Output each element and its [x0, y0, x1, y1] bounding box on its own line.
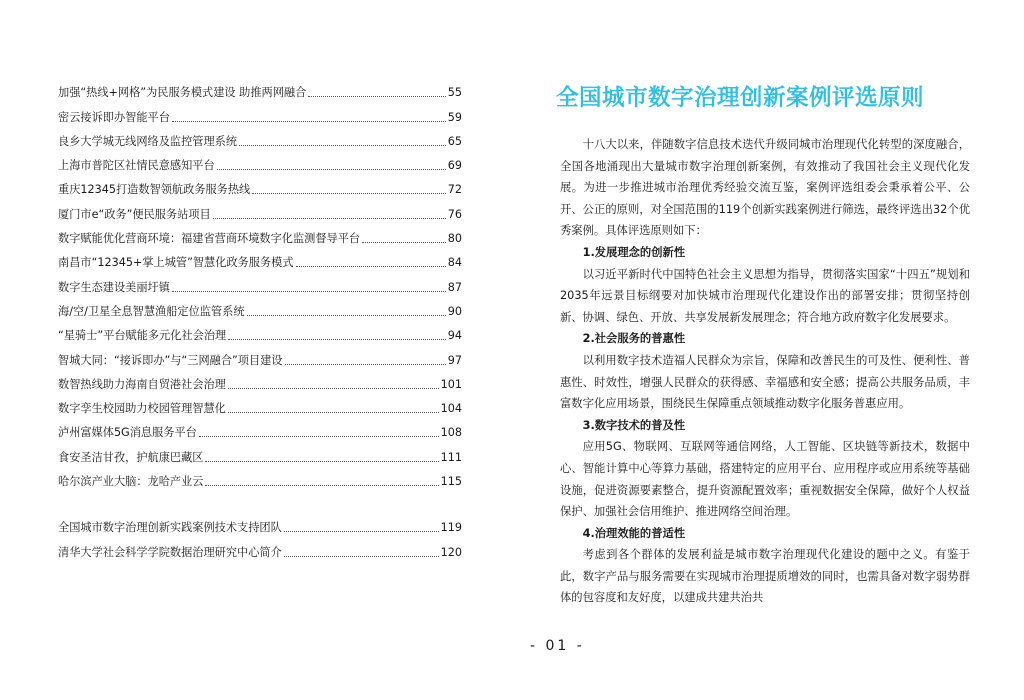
toc-entry-title: 数字生态建设美丽圩镇 [58, 280, 170, 294]
toc-entry-title: 海/空/卫星全息智慧渔船定位监管系统 [58, 304, 245, 318]
section-heading: 3.数字技术的普及性 [582, 418, 686, 432]
toc-entry-title: 泸州富媒体5G消息服务平台 [58, 426, 197, 440]
toc-entry-title: 数智热线助力海南自贸港社会治理 [58, 377, 226, 391]
toc-entry-title: 食安圣洁甘孜，护航康巴藏区 [58, 450, 204, 464]
toc-entry-page: 90 [447, 304, 462, 318]
toc-entry-page: 55 [447, 86, 462, 100]
toc-entry[interactable] [58, 416, 462, 440]
toc-leader-dots [172, 121, 446, 122]
toc-leader-dots [228, 388, 439, 389]
toc-leader-dots [252, 193, 446, 194]
toc-entry-page: 104 [440, 402, 462, 416]
toc-entry[interactable] [58, 319, 462, 343]
toc-leader-dots [213, 218, 446, 219]
toc-entry-title: 数字孪生校园助力校园管理智慧化 [58, 402, 226, 416]
toc-leader-dots [362, 242, 446, 243]
toc-entry-page: 119 [440, 521, 462, 535]
toc-entry-title: 良乡大学城无线网络及监控管理系统 [58, 134, 238, 148]
section-text: 考虑到各个群体的发展利益是城市数字治理现代化建设的题中之义。有鉴于此，数字产品与服务需要在实现城市治理提质增效的同时，也需具备对数字弱势群体的包容度和友好度，以建成共建共治共 [560, 548, 970, 605]
toc-entry-title: 数字赋能优化营商环境：福建省营商环境数字化监测督导平台 [58, 232, 361, 246]
section-text: 以习近平新时代中国特色社会主义思想为指导，贯彻落实国家“十四五”规划和2035年远景目标纲要对加快城市治理现代化建设作出的部署安排；贯彻坚持创新、协调、绿色、开放、共享发展新发展理念；符合地方政府数字化发展要求。 [560, 267, 970, 324]
toc-entry-title: 智城大同：“接诉即办”与“三网融合”项目建设 [58, 353, 283, 367]
toc-leader-dots [247, 315, 446, 316]
toc-entry-title: 重庆12345打造数智领航政务服务热线 [58, 183, 251, 197]
toc-entry[interactable] [58, 125, 462, 149]
section-heading: 4.治理效能的普适性 [582, 526, 686, 540]
toc-entry-page: 65 [447, 134, 462, 148]
toc-entry[interactable] [58, 440, 462, 464]
toc-leader-dots [217, 169, 446, 170]
toc-entry[interactable] [58, 76, 462, 100]
toc-entry-page: 111 [440, 450, 462, 464]
section-heading: 1.发展理念的创新性 [582, 245, 686, 259]
toc-entry[interactable] [58, 392, 462, 416]
toc-entry-page: 59 [447, 110, 462, 124]
toc-entry-page: 80 [447, 232, 462, 246]
toc-entry-page: 87 [447, 280, 462, 294]
toc-entry-page: 97 [447, 353, 462, 367]
toc-entry-page: 72 [447, 183, 462, 197]
toc-leader-dots [205, 461, 438, 462]
toc-entry-page: 84 [447, 256, 462, 270]
toc-group-cases [58, 76, 462, 489]
toc-entry-title: 清华大学社会科学学院数据治理研究中心简介 [58, 545, 282, 559]
toc-entry[interactable] [58, 270, 462, 294]
toc-leader-dots [296, 266, 446, 267]
toc-entry[interactable] [58, 149, 462, 173]
toc-entry-title: 哈尔滨产业大脑：龙哈产业云 [58, 475, 204, 489]
toc-entry-page: 69 [447, 159, 462, 173]
toc-entry-page: 108 [440, 426, 462, 440]
toc-leader-dots [239, 145, 446, 146]
toc-leader-dots [199, 436, 439, 437]
toc-leader-dots [205, 485, 438, 486]
toc-leader-dots [228, 339, 446, 340]
toc-entry-page: 94 [447, 329, 462, 343]
toc-entry-title: 南昌市“12345+掌上城管”智慧化政务服务模式 [58, 256, 294, 270]
section-text: 应用5G、物联网、互联网等通信网络，人工智能、区块链等新技术，数据中心、智能计算中心等算力基础，搭建特定的应用平台、应用程序或应用系统等基础设施，促进资源要素整合，提升资源配置效率；重视数据安全保障，做好个人权益保护、加强社会信用维护、推进网络空间治理。 [560, 440, 970, 519]
toc-leader-dots [285, 364, 446, 365]
toc-entry[interactable] [58, 535, 462, 559]
toc-entry-title: 密云接诉即办智能平台 [58, 110, 170, 124]
toc-entry[interactable] [58, 511, 462, 535]
toc-entry[interactable] [58, 173, 462, 197]
article-sections [560, 242, 970, 609]
toc-entry-title: 上海市普陀区社情民意感知平台 [58, 159, 215, 173]
toc-entry-page: 115 [440, 475, 462, 489]
toc-entry[interactable] [58, 343, 462, 367]
toc-entry-title: “星骑士”平台赋能多元化社会治理 [58, 329, 227, 343]
table-of-contents [58, 76, 462, 560]
toc-entry-page: 76 [447, 207, 462, 221]
page-number: - 01 - [530, 638, 585, 654]
toc-group-appendix [58, 511, 462, 560]
toc-entry[interactable] [58, 295, 462, 319]
toc-leader-dots [308, 96, 445, 97]
toc-spacer [58, 489, 462, 511]
toc-leader-dots [284, 556, 439, 557]
article-title: 全国城市数字治理创新案例评选原则 [556, 85, 925, 111]
toc-entry[interactable] [58, 465, 462, 489]
article [556, 80, 970, 609]
section-text: 以利用数字技术造福人民群众为宗旨，保障和改善民生的可及性、便利性、普惠性、时效性，增强人民群众的获得感、幸福感和安全感；提高公共服务品质，丰富数字化应用场景，围绕民生保障重点领域推动数字化服务普惠应用。 [560, 353, 970, 411]
toc-entry[interactable] [58, 246, 462, 270]
toc-leader-dots [228, 412, 439, 413]
toc-entry-title: 厦门市e“政务”便民服务站项目 [58, 207, 211, 221]
toc-entry-page: 120 [440, 545, 462, 559]
toc-leader-dots [172, 291, 446, 292]
toc-entry-title: 加强“热线+网格”为民服务模式建设 助推两网融合 [58, 86, 307, 100]
toc-entry[interactable] [58, 222, 462, 246]
toc-entry[interactable] [58, 100, 462, 124]
toc-entry-page: 101 [440, 377, 462, 391]
section-heading: 2.社会服务的普惠性 [582, 332, 686, 346]
toc-entry[interactable] [58, 368, 462, 392]
toc-entry-title: 全国城市数字治理创新实践案例技术支持团队 [58, 521, 282, 535]
toc-entry[interactable] [58, 197, 462, 221]
toc-leader-dots [284, 531, 439, 532]
article-intro: 十八大以来，伴随数字信息技术迭代升级同城市治理现代化转型的深度融合，全国各地涌现出大量城市数字治理创新案例，有效推动了我国社会主义现代化发展。为进一步推进城市治理优秀经验交流互鉴，案例评选组委会秉承着公平、公开、公正的原则，对全国范围的119个创新实践案例进行筛选，最终评选出32个优秀案例。具体评选原则如下： [560, 138, 970, 238]
